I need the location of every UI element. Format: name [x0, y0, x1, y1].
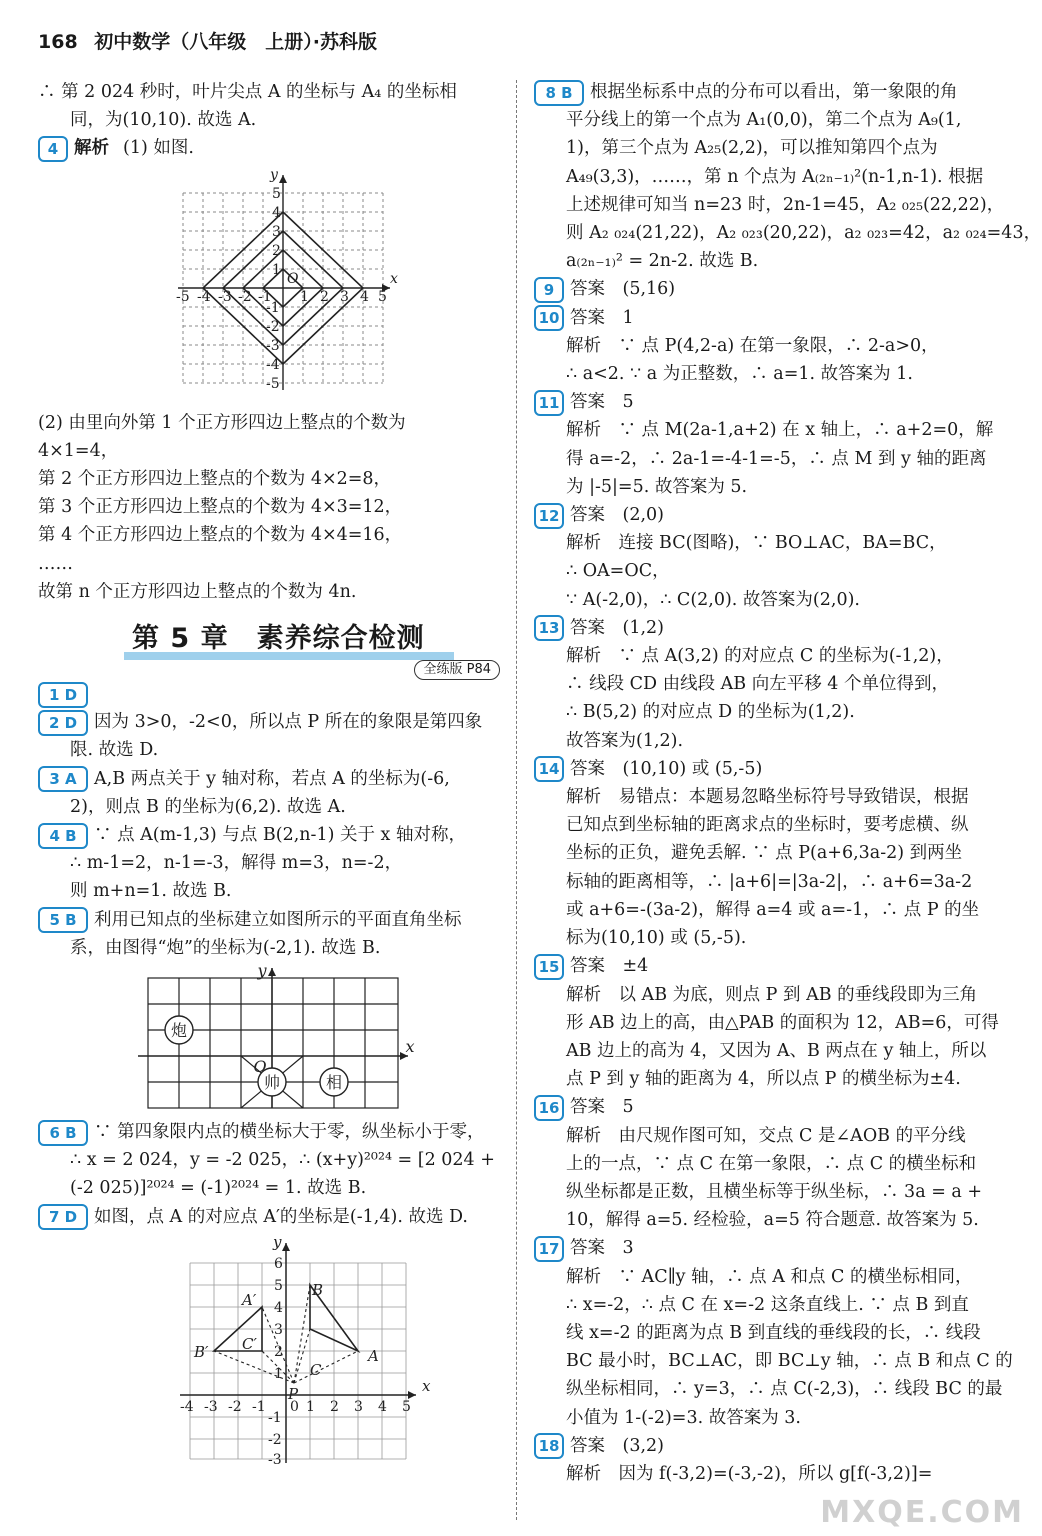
text-line: (-2 025)]²⁰²⁴ = (-1)²⁰²⁴ = 1. 故选 B. — [70, 1178, 367, 1199]
answer-text: (1) 如图. — [123, 138, 194, 159]
x-tick: -1 — [252, 1398, 266, 1415]
text-line: 限. 故选 D. — [70, 740, 159, 761]
y-tick: 4 — [272, 204, 281, 221]
question-badge: 1 D — [38, 682, 88, 708]
text-line: 2)，则点 B 的坐标为(6,2). 故选 A. — [70, 796, 346, 817]
x-tick: 4 — [378, 1398, 387, 1415]
text-line: 10，解得 a=5. 经检验，a=5 符合题意. 故答案为 5. — [566, 1210, 979, 1231]
piece-xiang: 相 — [325, 1073, 343, 1093]
answer-5 — [38, 906, 506, 934]
x-tick: -4 — [197, 288, 211, 305]
text-line: 标为(10,10) 或 (5,-5). — [566, 928, 747, 949]
text-line: 为 |-5|=5. 故答案为 5. — [566, 476, 748, 497]
text-line: BC 最小时，BC⊥AC，即 BC⊥y 轴，∴ 点 B 和点 C 的 — [566, 1351, 1013, 1372]
answer-7 — [38, 1203, 506, 1231]
text-line: 解析 连接 BC(图略)，∵ BO⊥AC，BA=BC， — [566, 533, 947, 554]
answer-head: 答案 (2,0) — [570, 505, 664, 526]
answer-head: 答案 (5,16) — [570, 279, 676, 300]
text-line: ∴ a<2. ∵ a 为正整数，∴ a=1. 故答案为 1. — [566, 364, 913, 385]
x-tick: 1 — [306, 1398, 315, 1415]
nested-squares-figure — [38, 165, 506, 405]
right-column — [534, 78, 1042, 1488]
x-tick: -4 — [180, 1398, 194, 1415]
text-line: 则 A₂ ₀₂₄(21,22)，A₂ ₀₂₃(20,22)，a₂ ₀₂₃=42，a₂ ₀₂₄=43， — [566, 223, 1042, 244]
y-tick: -3 — [268, 1451, 282, 1467]
answer-14 — [534, 755, 1012, 783]
y-axis-label: y — [270, 166, 278, 183]
text-line: 得 a=-2，∴ 2a-1=-4-1=-5，∴ 点 M 到 y 轴的距离 — [566, 448, 987, 469]
x-axis-label: x — [422, 1376, 431, 1395]
x-tick: 5 — [378, 288, 387, 305]
question-badge: 18 — [534, 1433, 564, 1459]
text-line: 则 m+n=1. 故选 B. — [70, 881, 232, 902]
text-line: …… — [38, 553, 73, 574]
y-tick: -1 — [266, 299, 280, 316]
text-line: 系，由图得“炮”的坐标为(-2,1). 故选 B. — [70, 937, 381, 958]
x-tick: -2 — [238, 288, 252, 305]
point-label: C′ — [242, 1334, 257, 1353]
text-line: AB 边上的高为 4，又因为 A、B 两点在 y 轴上，所以 — [566, 1040, 987, 1061]
y-axis-label: y — [273, 1232, 282, 1251]
text-line: (2) 由里向外第 1 个正方形四边上整点的个数为 — [38, 412, 406, 433]
question-badge: 15 — [534, 954, 564, 980]
answer-1 — [38, 680, 506, 708]
piece-shuai: 帅 — [263, 1073, 281, 1093]
watermark-logo: MXQE.COM — [820, 1495, 1024, 1530]
text-line: a₍₂ₙ₋₁₎² = 2n-2. 故选 B. — [566, 251, 759, 272]
answer-text: 利用已知点的坐标建立如图所示的平面直角坐标 — [94, 909, 462, 930]
answer-head: 答案 (10,10) 或 (5,-5) — [570, 758, 763, 779]
answer-text: 如图，点 A 的对应点 A′的坐标是(-1,4). 故选 D. — [94, 1206, 468, 1227]
question-badge: 16 — [534, 1095, 564, 1121]
origin-label: O — [287, 270, 299, 287]
text-line: 故答案为(1,2). — [566, 730, 684, 751]
question-badge: 4 B — [38, 823, 88, 849]
answer-text: ∵ 第四象限内点的横坐标大于零，纵坐标小于零， — [94, 1122, 485, 1143]
text-line: 同，为(10,10). 故选 A. — [70, 110, 257, 131]
x-tick: 3 — [340, 288, 349, 305]
chapter-heading — [38, 614, 506, 678]
question-badge: 12 — [534, 503, 564, 529]
x-tick: 4 — [360, 288, 369, 305]
text-line: 解析 易错点：本题易忽略坐标符号导致错误，根据 — [566, 787, 969, 808]
text-line: ∴ 第 2 024 秒时，叶片尖点 A 的坐标与 A₄ 的坐标相 — [38, 82, 457, 102]
text-line: 解析 ∵ 点 A(3,2) 的对应点 C 的坐标为(-1,2)， — [566, 646, 954, 667]
y-tick: -2 — [268, 1431, 282, 1448]
text-line: 解析 ∵ 点 M(2a-1,a+2) 在 x 轴上，∴ a+2=0，解 — [566, 420, 994, 441]
answer-2 — [38, 708, 506, 736]
text-line: 解析 ∵ 点 P(4,2-a) 在第一象限，∴ 2-a>0， — [566, 335, 939, 356]
question-badge: 3 A — [38, 766, 88, 792]
question-badge: 11 — [534, 390, 564, 416]
point-label: P — [288, 1384, 299, 1403]
chapter-title: 第 5 章 素养综合检测 — [132, 623, 425, 655]
question-badge: 7 D — [38, 1204, 88, 1230]
question-badge: 2 D — [38, 710, 88, 736]
y-tick: 5 — [272, 185, 281, 202]
x-tick: 2 — [320, 288, 329, 305]
text-line: 解析 由尺规作图可知，交点 C 是∠AOB 的平分线 — [566, 1125, 966, 1146]
column-divider — [516, 80, 517, 1520]
y-tick: 3 — [274, 1321, 283, 1338]
left-column — [38, 78, 506, 1471]
text-line: 或 a+6=-(3a-2)，解得 a=4 或 a=-1，∴ 点 P 的坐 — [566, 899, 980, 920]
answer-17 — [534, 1234, 1012, 1262]
text-line: 纵坐标都是正数，且横坐标等于纵坐标，∴ 3a = a + — [566, 1181, 983, 1202]
answer-text: 因为 3>0，-2<0，所以点 P 所在的象限是第四象 — [94, 712, 483, 733]
question-badge: 10 — [534, 305, 564, 331]
question-badge: 4 — [38, 136, 68, 162]
text-line: ∴ 线段 CD 由线段 AB 向左平移 4 个单位得到， — [566, 674, 949, 695]
x-tick: 5 — [402, 1398, 411, 1415]
text-line: 上述规律可知当 n=23 时，2n-1=45，A₂ ₀₂₅(22,22)， — [566, 194, 1005, 215]
translation-figure — [38, 1233, 506, 1467]
answer-4 — [38, 134, 506, 162]
text-line: 上的一点，∵ 点 C 在第一象限，∴ 点 C 的横坐标和 — [566, 1153, 977, 1174]
page-header — [38, 24, 1022, 60]
answer-13 — [534, 614, 1012, 642]
question-badge: 13 — [534, 615, 564, 641]
text-line: ∴ m-1=2，n-1=-3，解得 m=3，n=-2， — [70, 853, 403, 874]
y-tick: 1 — [272, 261, 281, 278]
y-tick: 3 — [272, 223, 281, 240]
book-title: 初中数学（八年级 上册）·苏科版 — [94, 31, 378, 53]
text-line: 纵坐标相同，∴ y=3，∴ 点 C(-2,3)，∴ 线段 BC 的最 — [566, 1379, 1003, 1400]
text-line: A₄₉(3,3)，……，第 n 个点为 A₍₂ₙ₋₁₎²(n-1,n-1). 根据 — [566, 166, 984, 187]
y-tick: -4 — [266, 356, 280, 373]
answer-head: 答案 1 — [570, 307, 634, 328]
answer-text: ∵ 点 A(m-1,3) 与点 B(2,n-1) 关于 x 轴对称， — [94, 825, 466, 846]
text-line: 解析 以 AB 为底，则点 P 到 AB 的垂线段即为三角 — [566, 984, 978, 1005]
text-line: 4×1=4， — [38, 440, 119, 461]
y-axis-label: y — [257, 964, 267, 981]
y-tick: 6 — [274, 1255, 283, 1272]
x-axis-label: x — [390, 270, 398, 287]
answer-head: 答案 (3,2) — [570, 1435, 664, 1456]
answer-head: 答案 5 — [570, 1097, 634, 1118]
x-tick: -2 — [228, 1398, 242, 1415]
question-badge: 9 — [534, 277, 564, 303]
chapter-tag: 全练版 P84 — [414, 660, 500, 680]
answer-18 — [534, 1432, 1012, 1460]
origin-label: O — [253, 1057, 267, 1077]
x-tick: -1 — [258, 288, 272, 305]
answer-15 — [534, 952, 1012, 980]
answer-3 — [38, 765, 506, 793]
text-line: 小值为 1-(-2)=3. 故答案为 3. — [566, 1407, 801, 1428]
text-line: 坐标的正负，避免丢解. ∵ 点 P(a+6,3a-2) 到两坐 — [566, 843, 963, 864]
point-label: C — [310, 1360, 322, 1379]
text-line: ∴ B(5,2) 的对应点 D 的坐标为(1,2). — [566, 702, 855, 723]
answer-8 — [534, 78, 1012, 106]
answer-head: 答案 (1,2) — [570, 617, 664, 638]
text-line: 点 P 到 y 轴的距离为 4，所以点 P 的横坐标为±4. — [566, 1069, 961, 1090]
question-badge: 5 B — [38, 907, 88, 933]
text-line: 第 2 个正方形四边上整点的个数为 4×2=8， — [38, 469, 392, 490]
answer-6 — [38, 1118, 506, 1146]
y-tick: 1 — [274, 1365, 283, 1382]
x-tick: -5 — [176, 288, 190, 305]
x-tick: -3 — [218, 288, 232, 305]
answer-head: 答案 5 — [570, 392, 634, 413]
y-tick: -3 — [266, 337, 280, 354]
text-line: ∴ OA=OC， — [566, 561, 670, 582]
text-line: 平分线上的第一个点为 A₁(0,0)，第二个点为 A₉(1, — [566, 110, 962, 131]
y-tick: 4 — [274, 1299, 283, 1316]
answer-4b — [38, 821, 506, 849]
answer-head: 答案 ±4 — [570, 956, 649, 977]
y-tick: 2 — [272, 242, 281, 259]
page-number: 168 — [38, 31, 78, 53]
answer-11 — [534, 388, 1012, 416]
y-tick: -1 — [268, 1409, 282, 1426]
text-line: 线 x=-2 的距离为点 B 到直线的垂线段的长，∴ 线段 — [566, 1322, 981, 1343]
text-line: 第 3 个正方形四边上整点的个数为 4×3=12， — [38, 497, 403, 518]
text-line: 已知点到坐标轴的距离求点的坐标时，要考虑横、纵 — [566, 815, 969, 836]
answer-12 — [534, 501, 1012, 529]
answer-head: 答案 3 — [570, 1238, 634, 1259]
answer-10 — [534, 304, 1012, 332]
chessboard-figure — [38, 964, 506, 1114]
text-line: 解析 因为 f(-3,2)=(-3,-2)，所以 g[f(-3,2)]= — [566, 1463, 933, 1484]
text-line: 标轴的距离相等，∴ |a+6|=|3a-2|，∴ a+6=3a-2 — [566, 871, 973, 892]
x-axis-label: x — [405, 1037, 415, 1057]
question-badge: 8 B — [534, 80, 584, 106]
x-tick: 1 — [300, 288, 309, 305]
x-tick: 3 — [354, 1398, 363, 1415]
y-tick: 2 — [274, 1343, 283, 1360]
y-tick: -5 — [266, 375, 280, 392]
analysis-label: 解析 — [74, 138, 109, 159]
text-line: ∵ A(-2,0)，∴ C(2,0). 故答案为(2,0). — [566, 589, 860, 610]
point-label: A — [368, 1346, 379, 1365]
answer-text: A,B 两点关于 y 轴对称，若点 A 的坐标为(-6, — [94, 768, 450, 789]
piece-pao: 炮 — [170, 1021, 188, 1041]
text-line: ∴ x = 2 024，y = -2 025，∴ (x+y)²⁰²⁴ = [2 024 + — [70, 1150, 495, 1171]
text-line: 解析 ∵ AC∥y 轴，∴ 点 A 和点 C 的横坐标相同， — [566, 1266, 973, 1287]
y-tick: -2 — [266, 318, 280, 335]
x-tick: 0 — [290, 1398, 299, 1415]
point-label: B — [312, 1280, 324, 1299]
text-line: 故第 n 个正方形四边上整点的个数为 4n. — [38, 581, 357, 602]
answer-9 — [534, 275, 1012, 303]
text-line: 1)，第三个点为 A₂₅(2,2)，可以推知第四个点为 — [566, 138, 938, 159]
text-line: 第 4 个正方形四边上整点的个数为 4×4=16， — [38, 525, 403, 546]
answer-16 — [534, 1093, 1012, 1121]
question-badge: 6 B — [38, 1120, 88, 1146]
point-label: B′ — [194, 1342, 209, 1361]
text-line: ∴ x=-2，∴ 点 C 在 x=-2 这条直线上. ∵ 点 B 到直 — [566, 1294, 969, 1315]
text-line: 形 AB 边上的高，由△PAB 的面积为 12，AB=6，可得 — [566, 1012, 999, 1033]
answer-text: 根据坐标系中点的分布可以看出，第一象限的角 — [590, 82, 958, 102]
point-label: A′ — [242, 1290, 257, 1309]
question-badge: 14 — [534, 756, 564, 782]
x-tick: 2 — [330, 1398, 339, 1415]
question-badge: 17 — [534, 1236, 564, 1262]
y-tick: 5 — [274, 1277, 283, 1294]
x-tick: -3 — [204, 1398, 218, 1415]
